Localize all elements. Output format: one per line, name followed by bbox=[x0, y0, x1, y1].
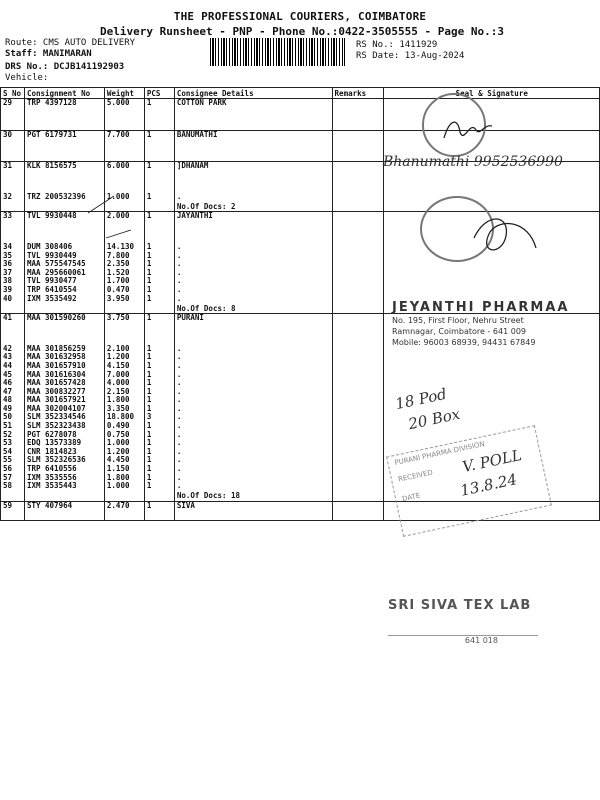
consignment-no: TRZ 200532396 bbox=[24, 193, 104, 202]
remarks bbox=[332, 474, 384, 483]
serial-no: 55 bbox=[1, 456, 25, 465]
remarks bbox=[332, 422, 384, 431]
consignment-no: MAA 301856259 bbox=[24, 345, 104, 354]
weight: 2.100 bbox=[104, 345, 144, 354]
empty-cell bbox=[144, 491, 174, 502]
empty-cell bbox=[24, 303, 104, 314]
table-row bbox=[1, 413, 600, 422]
consignee: ]DHANAM bbox=[174, 162, 332, 171]
seal-signature bbox=[384, 379, 600, 388]
column-header: Seal & Signature bbox=[384, 88, 600, 99]
table-header bbox=[1, 88, 600, 99]
weight: 6.000 bbox=[104, 162, 144, 171]
table-row bbox=[1, 405, 600, 414]
table-row bbox=[1, 99, 600, 108]
rs-number: RS No.: 1411929 bbox=[356, 40, 438, 50]
consignee: . bbox=[174, 260, 332, 269]
consignee: . bbox=[174, 295, 332, 304]
consignee: . bbox=[174, 353, 332, 362]
serial-no: 51 bbox=[1, 422, 25, 431]
barcode bbox=[210, 38, 345, 66]
serial-no: 48 bbox=[1, 396, 25, 405]
consignment-no: PGT 6278078 bbox=[24, 431, 104, 440]
consignee: COTTON PARK bbox=[174, 99, 332, 108]
remarks bbox=[332, 431, 384, 440]
table-row bbox=[1, 353, 600, 362]
remarks bbox=[332, 345, 384, 354]
pcs: 1 bbox=[144, 431, 174, 440]
pcs: 1 bbox=[144, 193, 174, 202]
empty-cell bbox=[144, 108, 174, 131]
pcs: 1 bbox=[144, 162, 174, 171]
weight: 1.000 bbox=[104, 482, 144, 491]
remarks bbox=[332, 252, 384, 261]
received-label: RECEIVED bbox=[397, 468, 434, 484]
consignee: . bbox=[174, 193, 332, 202]
consignment-no: TRP 6410556 bbox=[24, 465, 104, 474]
empty-cell bbox=[332, 108, 384, 131]
serial-no: 32 bbox=[1, 193, 25, 202]
seal-signature bbox=[384, 99, 600, 108]
weight: 0.490 bbox=[104, 422, 144, 431]
table-row bbox=[1, 130, 600, 139]
remarks bbox=[332, 269, 384, 278]
consignment-no: IXM 3535556 bbox=[24, 474, 104, 483]
remarks bbox=[332, 260, 384, 269]
pcs: 1 bbox=[144, 371, 174, 380]
pcs: 1 bbox=[144, 286, 174, 295]
consignee: . bbox=[174, 286, 332, 295]
pcs: 1 bbox=[144, 405, 174, 414]
siva-name: SRI SIVA TEX LAB bbox=[388, 598, 532, 613]
empty-cell bbox=[174, 510, 332, 521]
consignment-no: EDQ 13573389 bbox=[24, 439, 104, 448]
empty-cell bbox=[174, 171, 332, 193]
docs-count: No.Of Docs: 8 bbox=[174, 303, 332, 314]
seal-signature bbox=[384, 269, 600, 278]
serial-no: 31 bbox=[1, 162, 25, 171]
date-label: DATE bbox=[401, 491, 421, 504]
pharma-stamp bbox=[392, 300, 569, 348]
consignment-no: SLM 352334546 bbox=[24, 413, 104, 422]
remarks bbox=[332, 286, 384, 295]
received-date: 13.8.24 bbox=[458, 470, 519, 500]
consignee: . bbox=[174, 413, 332, 422]
remarks bbox=[332, 448, 384, 457]
empty-cell bbox=[1, 303, 25, 314]
empty-cell bbox=[174, 221, 332, 243]
table-row bbox=[1, 379, 600, 388]
empty-cell bbox=[332, 323, 384, 345]
empty-cell bbox=[332, 303, 384, 314]
consignment-no: MAA 575547545 bbox=[24, 260, 104, 269]
consignee: . bbox=[174, 482, 332, 491]
remarks bbox=[332, 130, 384, 139]
empty-cell bbox=[144, 510, 174, 521]
column-header: Remarks bbox=[332, 88, 384, 99]
remarks bbox=[332, 314, 384, 323]
consignee: . bbox=[174, 431, 332, 440]
serial-no: 43 bbox=[1, 353, 25, 362]
remarks bbox=[332, 456, 384, 465]
pod-note-1: 18 Pod bbox=[393, 384, 449, 414]
serial-no: 58 bbox=[1, 482, 25, 491]
pharma-mobile: Mobile: 96003 68939, 94431 67849 bbox=[392, 338, 536, 347]
consignee: . bbox=[174, 465, 332, 474]
empty-cell bbox=[1, 510, 25, 521]
empty-cell bbox=[332, 510, 384, 521]
serial-no: 36 bbox=[1, 260, 25, 269]
empty-cell bbox=[332, 491, 384, 502]
weight: 1.800 bbox=[104, 396, 144, 405]
pharma-name: JEYANTHI PHARMAA bbox=[392, 300, 570, 315]
weight: 5.000 bbox=[104, 99, 144, 108]
serial-no: 44 bbox=[1, 362, 25, 371]
consignee: . bbox=[174, 379, 332, 388]
pcs: 1 bbox=[144, 260, 174, 269]
drs-number: DRS No.: DCJB141192903 bbox=[5, 62, 125, 72]
consignee: . bbox=[174, 252, 332, 261]
serial-no: 35 bbox=[1, 252, 25, 261]
remarks bbox=[332, 99, 384, 108]
staff: Staff: MANIMARAN bbox=[5, 49, 92, 59]
remarks bbox=[332, 465, 384, 474]
empty-cell bbox=[104, 303, 144, 314]
pcs: 1 bbox=[144, 482, 174, 491]
seal-signature bbox=[384, 277, 600, 286]
column-header: Consignment No bbox=[24, 88, 104, 99]
pcs: 1 bbox=[144, 422, 174, 431]
weight: 1.700 bbox=[104, 277, 144, 286]
pcs: 1 bbox=[144, 314, 174, 323]
serial-no: 45 bbox=[1, 371, 25, 380]
consignment-no: TVL 9930449 bbox=[24, 252, 104, 261]
empty-cell bbox=[332, 171, 384, 193]
empty-cell bbox=[104, 491, 144, 502]
column-header: Weight bbox=[104, 88, 144, 99]
serial-no: 33 bbox=[1, 212, 25, 221]
empty-cell bbox=[332, 201, 384, 212]
consignment-no: KLK 8156575 bbox=[24, 162, 104, 171]
weight: 7.700 bbox=[104, 130, 144, 139]
serial-no: 41 bbox=[1, 314, 25, 323]
consignment-no: MAA 295660061 bbox=[24, 269, 104, 278]
weight: 1.800 bbox=[104, 474, 144, 483]
empty-cell bbox=[104, 323, 144, 345]
pcs: 1 bbox=[144, 439, 174, 448]
weight: 0.750 bbox=[104, 431, 144, 440]
consignment-no: MAA 301657910 bbox=[24, 362, 104, 371]
empty-cell bbox=[174, 108, 332, 131]
consignee: . bbox=[174, 388, 332, 397]
weight: 0.470 bbox=[104, 286, 144, 295]
siva-scribble bbox=[388, 613, 538, 636]
weight: 4.150 bbox=[104, 362, 144, 371]
consignment-no: TRP 4397128 bbox=[24, 99, 104, 108]
consignee: . bbox=[174, 474, 332, 483]
pcs: 1 bbox=[144, 388, 174, 397]
remarks bbox=[332, 405, 384, 414]
weight: 3.950 bbox=[104, 295, 144, 304]
consignment-no: STY 407964 bbox=[24, 501, 104, 510]
remarks bbox=[332, 388, 384, 397]
docs-count: No.Of Docs: 18 bbox=[174, 491, 332, 502]
siva-pin: 641 018 bbox=[464, 636, 498, 645]
consignee: . bbox=[174, 269, 332, 278]
pcs: 1 bbox=[144, 456, 174, 465]
weight: 2.000 bbox=[104, 212, 144, 221]
consignment-no: PGT 6179731 bbox=[24, 130, 104, 139]
vehicle: Vehicle: bbox=[5, 73, 49, 83]
remarks bbox=[332, 193, 384, 202]
weight: 3.350 bbox=[104, 405, 144, 414]
runsheet-title: Delivery Runsheet - PNP - Phone No.:0422-3505555 - Page No.:3 bbox=[100, 25, 504, 38]
serial-no: 53 bbox=[1, 439, 25, 448]
weight: 4.450 bbox=[104, 456, 144, 465]
consignee: . bbox=[174, 362, 332, 371]
consignment-no: TVL 9930448 bbox=[24, 212, 104, 221]
empty-cell bbox=[24, 491, 104, 502]
empty-cell bbox=[1, 491, 25, 502]
serial-no: 42 bbox=[1, 345, 25, 354]
remarks bbox=[332, 439, 384, 448]
consignee: PURANI bbox=[174, 314, 332, 323]
empty-cell bbox=[24, 108, 104, 131]
serial-no: 29 bbox=[1, 99, 25, 108]
empty-cell bbox=[1, 108, 25, 131]
serial-no: 52 bbox=[1, 431, 25, 440]
empty-cell bbox=[24, 323, 104, 345]
pcs: 1 bbox=[144, 252, 174, 261]
pcs: 1 bbox=[144, 130, 174, 139]
serial-no: 39 bbox=[1, 286, 25, 295]
consignee: . bbox=[174, 456, 332, 465]
consignee: . bbox=[174, 439, 332, 448]
consignee: . bbox=[174, 422, 332, 431]
empty-cell bbox=[1, 221, 25, 243]
seal-signature bbox=[384, 353, 600, 362]
pcs: 1 bbox=[144, 243, 174, 252]
empty-cell bbox=[384, 171, 600, 193]
remarks bbox=[332, 396, 384, 405]
consignment-no: DUM 308406 bbox=[24, 243, 104, 252]
pcs: 3 bbox=[144, 413, 174, 422]
pcs: 1 bbox=[144, 277, 174, 286]
remarks bbox=[332, 482, 384, 491]
remarks bbox=[332, 162, 384, 171]
pcs: 1 bbox=[144, 99, 174, 108]
consignment-no: IXM 3535492 bbox=[24, 295, 104, 304]
consignee: . bbox=[174, 371, 332, 380]
pcs: 1 bbox=[144, 474, 174, 483]
weight: 2.150 bbox=[104, 388, 144, 397]
remarks bbox=[332, 371, 384, 380]
remarks bbox=[332, 212, 384, 221]
remarks bbox=[332, 413, 384, 422]
empty-cell bbox=[104, 108, 144, 131]
empty-cell bbox=[332, 221, 384, 243]
empty-cell bbox=[174, 323, 332, 345]
weight: 2.350 bbox=[104, 260, 144, 269]
pharma-address-2: Ramnagar, Coimbatore - 641 009 bbox=[392, 327, 527, 336]
table-row bbox=[1, 269, 600, 278]
weight: 1.520 bbox=[104, 269, 144, 278]
remarks bbox=[332, 379, 384, 388]
serial-no: 30 bbox=[1, 130, 25, 139]
weight: 18.800 bbox=[104, 413, 144, 422]
column-header: PCS bbox=[144, 88, 174, 99]
table-row bbox=[1, 388, 600, 397]
seal-signature bbox=[384, 193, 600, 202]
empty-cell bbox=[144, 139, 174, 162]
consignee: SIVA bbox=[174, 501, 332, 510]
pharma-address-1: No. 195, First Floor, Nehru Street bbox=[392, 316, 524, 325]
consignee: . bbox=[174, 243, 332, 252]
weight: 1.000 bbox=[104, 439, 144, 448]
empty-cell bbox=[1, 171, 25, 193]
signature-29 bbox=[440, 110, 500, 150]
remarks bbox=[332, 277, 384, 286]
consignment-no: TVL 9930477 bbox=[24, 277, 104, 286]
empty-cell bbox=[24, 510, 104, 521]
empty-cell bbox=[104, 510, 144, 521]
pcs: 1 bbox=[144, 212, 174, 221]
empty-cell bbox=[1, 323, 25, 345]
weight: 1.200 bbox=[104, 353, 144, 362]
serial-no: 47 bbox=[1, 388, 25, 397]
empty-cell bbox=[144, 303, 174, 314]
consignment-no: MAA 301632958 bbox=[24, 353, 104, 362]
pcs: 1 bbox=[144, 269, 174, 278]
empty-cell bbox=[24, 139, 104, 162]
pcs: 1 bbox=[144, 465, 174, 474]
serial-no: 57 bbox=[1, 474, 25, 483]
consignment-no: TRP 6410554 bbox=[24, 286, 104, 295]
company-title: THE PROFESSIONAL COURIERS, COIMBATORE bbox=[173, 10, 427, 23]
consignment-no: MAA 301657428 bbox=[24, 379, 104, 388]
consignment-no: MAA 301590260 bbox=[24, 314, 104, 323]
table-row bbox=[1, 277, 600, 286]
serial-no: 50 bbox=[1, 413, 25, 422]
remarks bbox=[332, 243, 384, 252]
rs-date: RS Date: 13-Aug-2024 bbox=[356, 51, 465, 61]
consignment-no: MAA 301616304 bbox=[24, 371, 104, 380]
weight: 4.000 bbox=[104, 379, 144, 388]
remarks bbox=[332, 362, 384, 371]
pod-note-2: 20 Box bbox=[406, 404, 462, 434]
group-footer bbox=[1, 108, 600, 131]
weight: 3.750 bbox=[104, 314, 144, 323]
serial-no: 56 bbox=[1, 465, 25, 474]
consignment-no: MAA 300832277 bbox=[24, 388, 104, 397]
consignment-no: SLM 352326536 bbox=[24, 456, 104, 465]
received-head: PURANI PHARMA DIVISION bbox=[393, 440, 486, 467]
pcs: 1 bbox=[144, 379, 174, 388]
serial-no: 37 bbox=[1, 269, 25, 278]
serial-no: 59 bbox=[1, 501, 25, 510]
serial-no: 34 bbox=[1, 243, 25, 252]
signature-30: Bhanumathi 9952536990 bbox=[383, 154, 563, 170]
pcs: 1 bbox=[144, 362, 174, 371]
pcs: 1 bbox=[144, 345, 174, 354]
weight: 1.200 bbox=[104, 448, 144, 457]
serial-no: 46 bbox=[1, 379, 25, 388]
consignment-no: CNR 1814823 bbox=[24, 448, 104, 457]
weight: 7.800 bbox=[104, 252, 144, 261]
weight: 2.470 bbox=[104, 501, 144, 510]
signature-31 bbox=[470, 208, 540, 263]
consignee: JAYANTHI bbox=[174, 212, 332, 221]
empty-cell bbox=[1, 201, 25, 212]
consignee: . bbox=[174, 396, 332, 405]
table-row bbox=[1, 286, 600, 295]
seal-signature bbox=[384, 286, 600, 295]
table-row bbox=[1, 371, 600, 380]
serial-no: 54 bbox=[1, 448, 25, 457]
remarks bbox=[332, 353, 384, 362]
header-left bbox=[5, 38, 135, 84]
header-right bbox=[356, 40, 464, 62]
consignee: . bbox=[174, 277, 332, 286]
consignee: . bbox=[174, 345, 332, 354]
pcs: 1 bbox=[144, 501, 174, 510]
column-header: Consignee Details bbox=[174, 88, 332, 99]
consignment-no: SLM 352323438 bbox=[24, 422, 104, 431]
tick-marks bbox=[86, 188, 156, 248]
pcs: 1 bbox=[144, 396, 174, 405]
consignee: . bbox=[174, 448, 332, 457]
remarks bbox=[332, 501, 384, 510]
consignment-no: MAA 302004107 bbox=[24, 405, 104, 414]
consignment-no: MAA 301657921 bbox=[24, 396, 104, 405]
empty-cell bbox=[104, 139, 144, 162]
weight: 14.130 bbox=[104, 243, 144, 252]
empty-cell bbox=[144, 323, 174, 345]
serial-no: 38 bbox=[1, 277, 25, 286]
column-header: S No bbox=[1, 88, 25, 99]
route: Route: CMS AUTO DELIVERY bbox=[5, 38, 136, 48]
serial-no: 49 bbox=[1, 405, 25, 414]
seal-signature bbox=[384, 362, 600, 371]
serial-no: 40 bbox=[1, 295, 25, 304]
docs-count: No.Of Docs: 2 bbox=[174, 201, 332, 212]
empty-cell bbox=[174, 139, 332, 162]
empty-cell bbox=[1, 139, 25, 162]
consignee: BANUMATHI bbox=[174, 130, 332, 139]
seal-signature bbox=[384, 371, 600, 380]
table-row bbox=[1, 362, 600, 371]
weight: 1.000 bbox=[104, 193, 144, 202]
pcs: 1 bbox=[144, 353, 174, 362]
consignee: . bbox=[174, 405, 332, 414]
weight: 7.000 bbox=[104, 371, 144, 380]
empty-cell bbox=[332, 139, 384, 162]
table-row bbox=[1, 396, 600, 405]
siva-stamp bbox=[388, 598, 538, 645]
received-signature: V. POLL bbox=[460, 445, 524, 477]
weight: 1.150 bbox=[104, 465, 144, 474]
pcs: 1 bbox=[144, 295, 174, 304]
pcs: 1 bbox=[144, 448, 174, 457]
consignment-no: IXM 3535443 bbox=[24, 482, 104, 491]
remarks bbox=[332, 295, 384, 304]
